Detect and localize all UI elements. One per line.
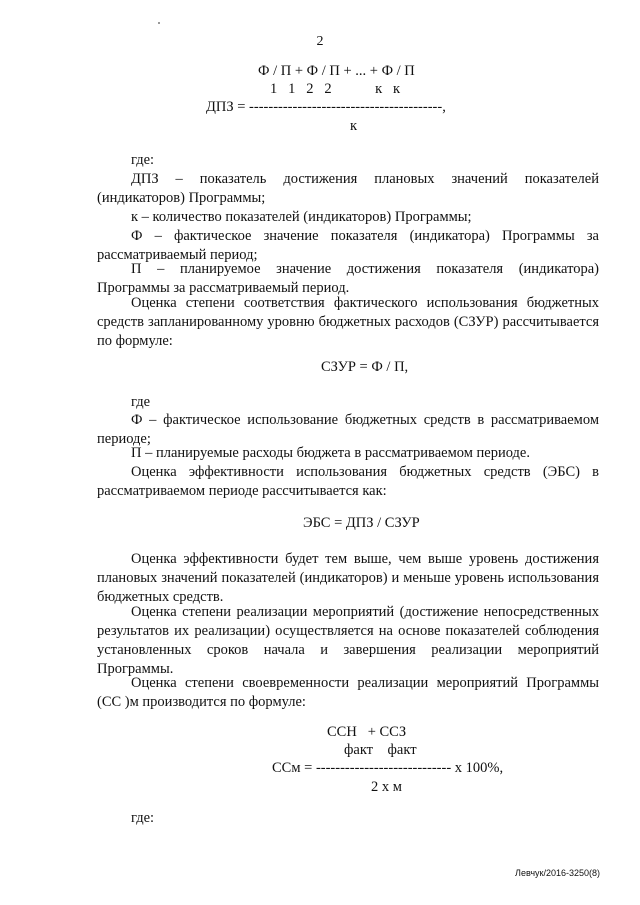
where-label-1: где:	[131, 152, 155, 168]
formula1-subscripts: 1 1 2 2 к к	[270, 81, 401, 97]
szur-intro-paragraph: Оценка степени соответствия фактического использования бюджетных средств запланированному уровню бюджетных расходов (СЗУР) рассчитывается по формуле:	[97, 295, 599, 349]
where-label-3: где:	[131, 810, 155, 826]
ebs-intro-paragraph: Оценка эффективности использования бюджетных средств (ЭБС) в рассматриваемом периоде рассчитывается как:	[97, 464, 599, 499]
formula1-fraction-line: ДПЗ = ----------------------------------------,	[206, 99, 446, 115]
definition-p-budget: П – планируемые расходы бюджета в рассматриваемом периоде.	[131, 445, 530, 461]
definition-f-spending: Ф – фактическое использование бюджетных средств в рассматриваемом периоде;	[97, 412, 599, 447]
definition-dpz: ДПЗ – показатель достижения плановых значений показателей (индикаторов) Программы;	[97, 171, 599, 206]
efficiency-paragraph: Оценка эффективности будет тем выше, чем выше уровень достижения плановых значений показателей (индикаторов) и меньше уровень использования бюджетных средств.	[97, 551, 599, 605]
where-label-2: где	[131, 394, 151, 410]
formula4-numerator: ССН + ССЗ	[327, 724, 407, 740]
cc-intro-paragraph: Оценка степени своевременности реализации мероприятий Программы (СС )м производится по формуле:	[97, 675, 599, 710]
definition-f: Ф – фактическое значение показателя (индикатора) Программы за рассматриваемый период;	[97, 228, 599, 263]
events-paragraph: Оценка степени реализации мероприятий (достижение непосредственных результатов их реализации) осуществляется на основе показателей соблюдения установленных сроков начала и завершения реализации мероприятий Программы.	[97, 604, 599, 677]
formula1-numerator: Ф / П + Ф / П + ... + Ф / П	[258, 63, 415, 79]
formula4-fraction-line: ССм = ---------------------------- х 100%,	[272, 760, 504, 776]
formula3-ebs: ЭБС = ДПЗ / СЗУР	[303, 515, 420, 531]
formula1-denominator: к	[350, 118, 358, 134]
formula2-szur: СЗУР = Ф / П,	[321, 359, 409, 375]
definition-p: П – планируемое значение достижения показателя (индикатора) Программы за рассматриваемый период.	[97, 261, 599, 296]
definition-k: к – количество показателей (индикаторов) Программы;	[131, 209, 472, 225]
page-number: 2	[316, 34, 324, 49]
scan-speck	[158, 22, 160, 24]
formula4-denominator: 2 х м	[371, 779, 402, 795]
footer-reference: Левчук/2016-3250(8)	[515, 868, 600, 878]
formula4-subscripts: факт факт	[344, 742, 417, 758]
